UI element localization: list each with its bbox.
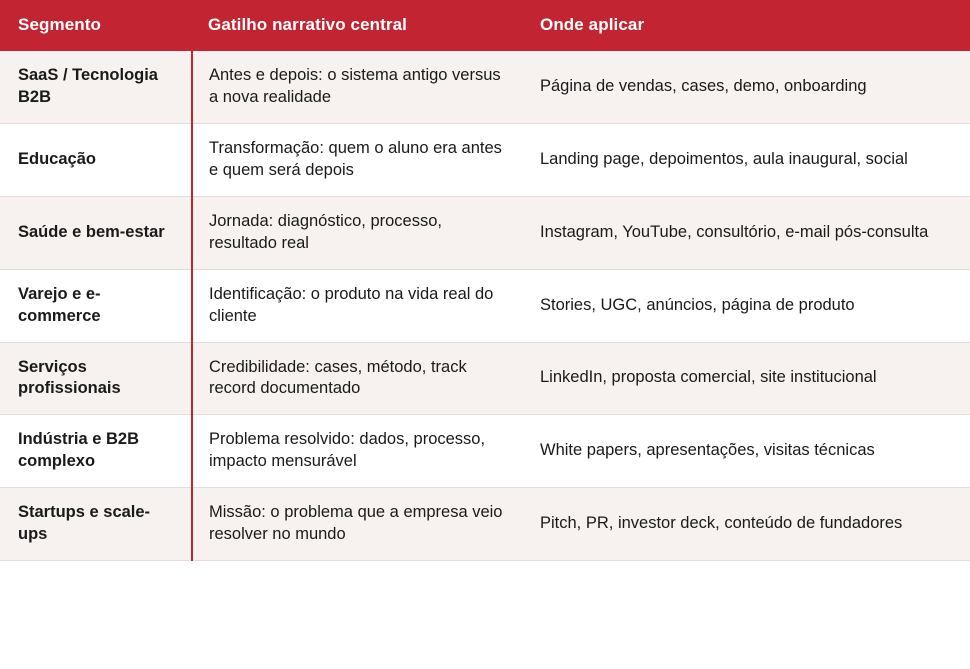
cell-segmento: Varejo e e-commerce xyxy=(0,269,192,342)
column-header-gatilho: Gatilho narrativo central xyxy=(192,0,524,51)
table-body xyxy=(0,51,970,561)
cell-onde: Página de vendas, cases, demo, onboarding xyxy=(524,51,970,123)
cell-gatilho: Antes e depois: o sistema antigo versus a nova realidade xyxy=(192,51,524,123)
cell-onde: LinkedIn, proposta comercial, site institucional xyxy=(524,342,970,415)
cell-segmento: Indústria e B2B complexo xyxy=(0,415,192,488)
cell-gatilho: Transformação: quem o aluno era antes e quem será depois xyxy=(192,123,524,196)
cell-onde: White papers, apresentações, visitas técnicas xyxy=(524,415,970,488)
cell-segmento: Startups e scale-ups xyxy=(0,488,192,561)
cell-gatilho: Jornada: diagnóstico, processo, resultado real xyxy=(192,196,524,269)
table-row xyxy=(0,488,970,561)
cell-onde: Stories, UGC, anúncios, página de produto xyxy=(524,269,970,342)
table-row xyxy=(0,123,970,196)
cell-onde: Pitch, PR, investor deck, conteúdo de fundadores xyxy=(524,488,970,561)
cell-gatilho: Problema resolvido: dados, processo, impacto mensurável xyxy=(192,415,524,488)
table-header-row xyxy=(0,0,970,51)
cell-onde: Landing page, depoimentos, aula inaugural, social xyxy=(524,123,970,196)
table-header xyxy=(0,0,970,51)
table-row xyxy=(0,51,970,123)
cell-gatilho: Identificação: o produto na vida real do cliente xyxy=(192,269,524,342)
table-row xyxy=(0,196,970,269)
cell-segmento: Saúde e bem-estar xyxy=(0,196,192,269)
column-header-onde: Onde aplicar xyxy=(524,0,970,51)
table-row xyxy=(0,269,970,342)
column-header-segmento: Segmento xyxy=(0,0,192,51)
cell-gatilho: Credibilidade: cases, método, track record documentado xyxy=(192,342,524,415)
table-row xyxy=(0,342,970,415)
cell-segmento: Serviços profissionais xyxy=(0,342,192,415)
cell-segmento: SaaS / Tecnologia B2B xyxy=(0,51,192,123)
cell-gatilho: Missão: o problema que a empresa veio resolver no mundo xyxy=(192,488,524,561)
cell-segmento: Educação xyxy=(0,123,192,196)
cell-onde: Instagram, YouTube, consultório, e-mail pós-consulta xyxy=(524,196,970,269)
table-row xyxy=(0,415,970,488)
